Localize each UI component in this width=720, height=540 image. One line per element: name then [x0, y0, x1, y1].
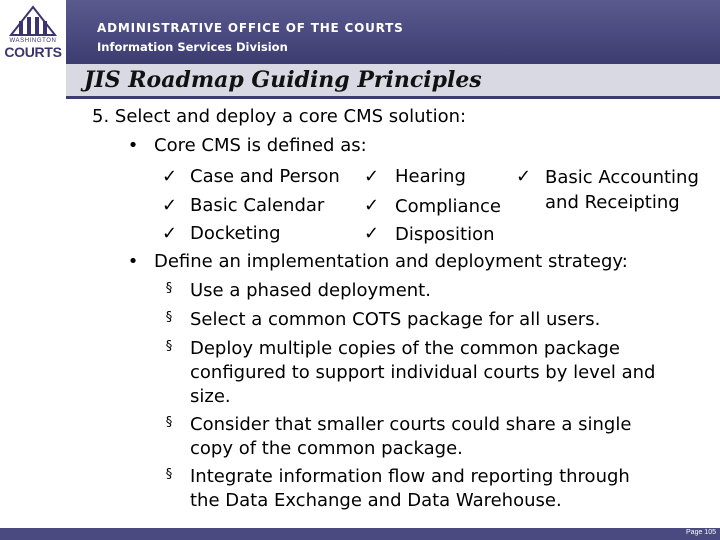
sub-deploy-line3: size. — [190, 386, 231, 407]
square-bullet: § — [165, 281, 173, 296]
title-rule — [66, 96, 720, 99]
square-bullet: § — [165, 415, 173, 430]
check-icon: ✓ — [162, 195, 178, 216]
check-case-person: Case and Person — [190, 166, 340, 187]
sub-deploy-line1: Deploy multiple copies of the common package — [190, 338, 620, 359]
check-disposition: Disposition — [395, 224, 495, 245]
org-name: ADMINISTRATIVE OFFICE OF THE COURTS — [97, 21, 404, 35]
bullet-core-cms: Core CMS is defined as: — [154, 135, 367, 156]
square-bullet: § — [165, 339, 173, 354]
check-icon: ✓ — [364, 195, 380, 216]
square-bullet: § — [165, 310, 173, 325]
check-basic-calendar: Basic Calendar — [190, 195, 325, 216]
bullet-dot: • — [127, 251, 139, 272]
sub-phased: Use a phased deployment. — [190, 280, 431, 301]
bullet-dot: • — [127, 135, 139, 156]
sub-share-line2: copy of the common package. — [190, 438, 463, 459]
check-receipting: and Receipting — [545, 192, 680, 213]
check-icon: ✓ — [364, 166, 380, 187]
logo-state-text: WASHINGTON — [9, 38, 57, 44]
division-name: Information Services Division — [97, 40, 288, 54]
page-number: Page 105 — [686, 529, 716, 536]
check-basic-accounting: Basic Accounting — [545, 167, 699, 188]
check-docketing: Docketing — [190, 223, 281, 244]
check-icon: ✓ — [516, 166, 532, 187]
slide-title: JIS Roadmap Guiding Principles — [84, 67, 482, 93]
square-bullet: § — [165, 467, 173, 482]
sub-integrate-line1: Integrate information flow and reporting through — [190, 466, 630, 487]
sub-deploy-line2: configured to support individual courts by level and — [190, 362, 656, 383]
footer-band — [0, 528, 720, 540]
sub-cots: Select a common COTS package for all users. — [190, 309, 601, 330]
washington-courts-logo — [0, 0, 66, 64]
check-icon: ✓ — [162, 166, 178, 187]
courts-building-icon — [7, 5, 59, 37]
check-icon: ✓ — [364, 223, 380, 244]
check-hearing: Hearing — [395, 166, 466, 187]
point-5: 5. Select and deploy a core CMS solution: — [92, 106, 467, 127]
check-icon: ✓ — [162, 223, 178, 244]
sub-integrate-line2: the Data Exchange and Data Warehouse. — [190, 490, 562, 511]
logo-courts-text: COURTS — [4, 44, 62, 60]
bullet-strategy: Define an implementation and deployment strategy: — [154, 251, 628, 272]
sub-share-line1: Consider that smaller courts could share a single — [190, 414, 632, 435]
check-compliance: Compliance — [395, 196, 501, 217]
